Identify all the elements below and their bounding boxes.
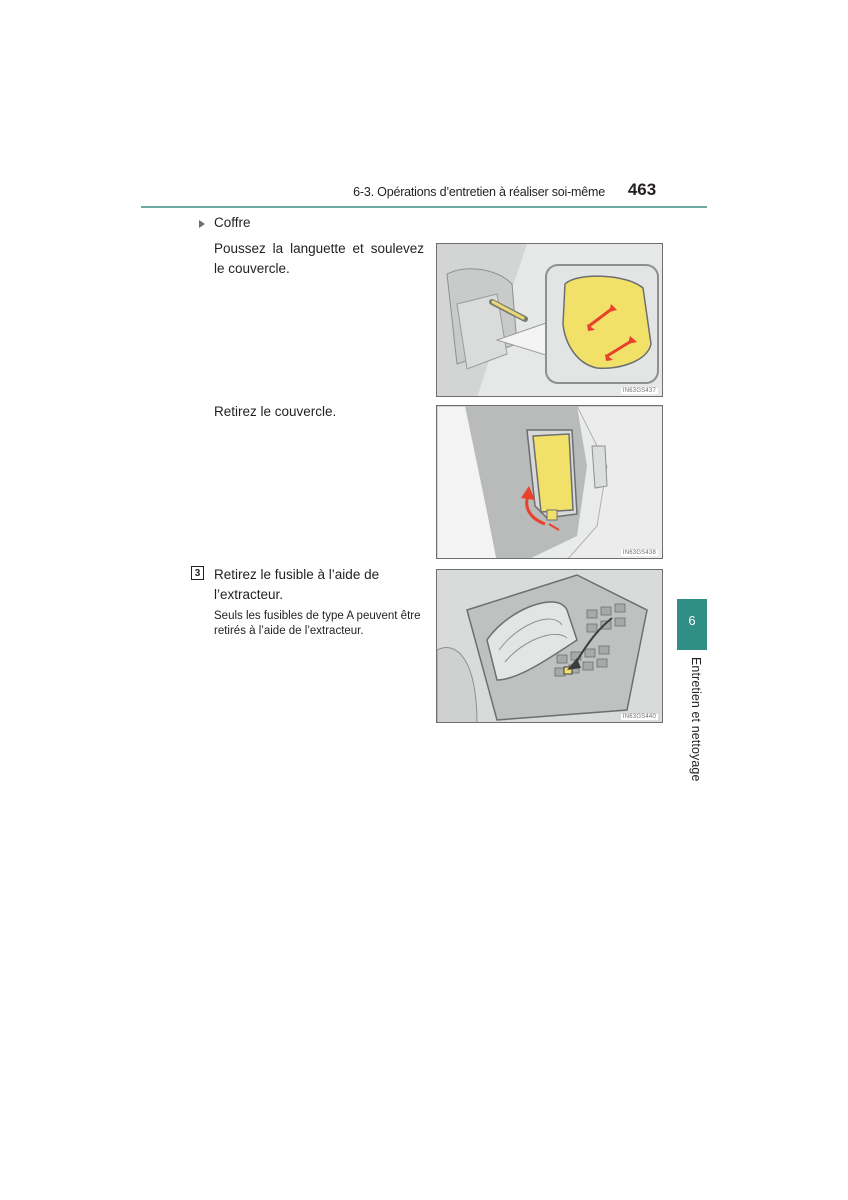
- bullet-heading: Coffre: [214, 215, 251, 230]
- figure-remove-cover: [436, 405, 663, 559]
- figure-code: IN63GS438: [622, 550, 656, 556]
- step3-number-badge: 3: [191, 566, 204, 580]
- step2-instruction: Retirez le couvercle.: [214, 404, 337, 419]
- step3-note: Seuls les fusibles de type A peuvent être retirés à l’aide de l’extracteur.: [214, 610, 421, 637]
- figure-trunk-tab: [436, 243, 663, 397]
- figure-fuse-extractor: [436, 569, 663, 723]
- fuse-extractor-illustration: [437, 570, 663, 723]
- header-divider: [141, 206, 707, 208]
- header-section-title: 6-3. Opérations d’entretien à réaliser soi-même: [353, 185, 605, 199]
- chapter-tab: 6: [677, 599, 707, 650]
- bullet-triangle-icon: [199, 220, 205, 228]
- chapter-title: Entretien et nettoyage: [689, 657, 703, 782]
- page-number: 463: [627, 180, 657, 199]
- trunk-tab-illustration: [437, 244, 663, 397]
- remove-cover-illustration: [437, 406, 663, 559]
- figure-code: IN63GS440: [622, 714, 656, 720]
- step3-instruction: Retirez le fusible à l’aide de l’extracteur.: [214, 567, 380, 602]
- step1-instruction: Poussez la languette et soulevez le couvercle.: [214, 241, 424, 276]
- figure-code: IN63GS437: [622, 388, 656, 394]
